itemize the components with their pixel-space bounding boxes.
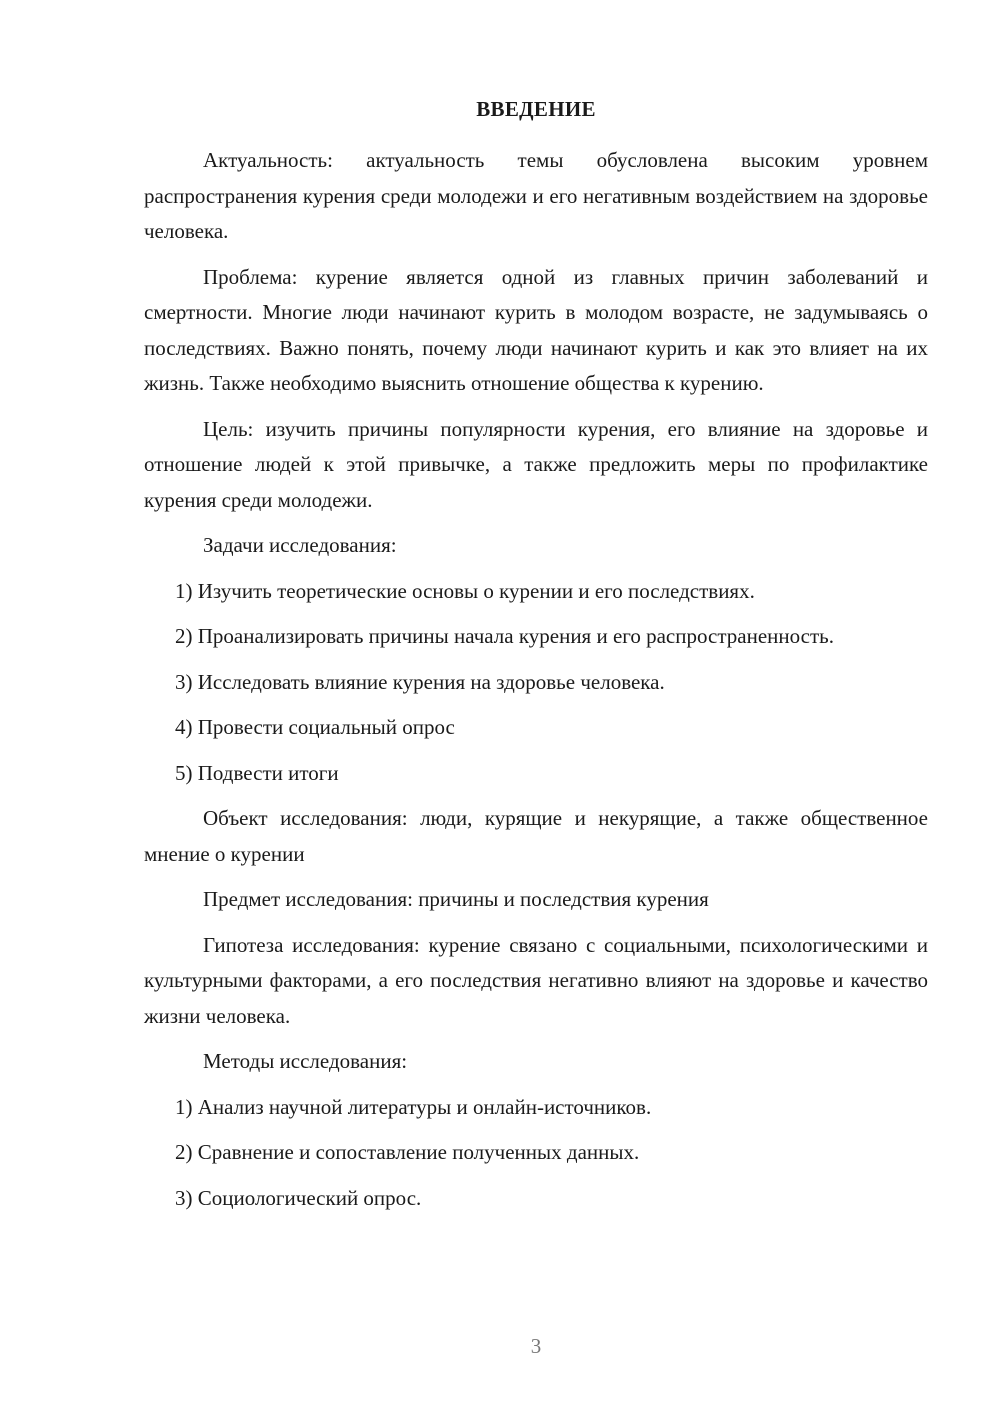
paragraph-object: Объект исследования: люди, курящие и некурящие, а также общественное мнение о курении xyxy=(144,806,928,866)
page-title: ВВЕДЕНИЕ xyxy=(476,97,596,121)
method-item-3: 3) Социологический опрос. xyxy=(175,1185,422,1210)
tasks-heading: Задачи исследования: xyxy=(203,533,397,557)
paragraph-goal: Цель: изучить причины популярности курения, его влияние на здоровье и отношение людей к этой привычке, а также предложить меры по профилактике курения среди молодежи. xyxy=(144,416,928,512)
method-item-2: 2) Сравнение и сопоставление полученных данных. xyxy=(175,1140,640,1164)
task-item-1: 1) Изучить теоретические основы о курении и его последствиях. xyxy=(175,578,755,603)
paragraph-problem: Проблема: курение является одной из главных причин заболеваний и смертности. Многие люди начинают курить в молодом возрасте, не задумываясь о последствиях. Важно понять, почему люди начинают курить и как это влияет на их жизнь. Также необходимо выяснить отношение общества к курению. xyxy=(144,264,928,395)
page-number: 3 xyxy=(530,1334,542,1358)
methods-heading: Методы исследования: xyxy=(203,1049,408,1073)
paragraph-relevance: Актуальность: актуальность темы обусловлена высоким уровнем распространения курения среди молодежи и его негативным воздействием на здоровье человека. xyxy=(144,148,928,243)
paragraph-hypothesis: Гипотеза исследования: курение связано с социальными, психологическими и культурными факторами, а его последствия негативно влияют на здоровье и качество жизни человека. xyxy=(144,932,928,1028)
task-item-3: 3) Исследовать влияние курения на здоровье человека. xyxy=(175,669,665,694)
task-item-2: 2) Проанализировать причины начала курения и его распространенность. xyxy=(175,624,834,648)
method-item-1: 1) Анализ научной литературы и онлайн-источников. xyxy=(175,1094,652,1119)
task-item-4: 4) Провести социальный опрос xyxy=(175,715,455,739)
paragraph-subject: Предмет исследования: причины и последствия курения xyxy=(203,887,709,911)
task-item-5: 5) Подвести итоги xyxy=(175,760,339,785)
document-body xyxy=(144,143,928,1226)
